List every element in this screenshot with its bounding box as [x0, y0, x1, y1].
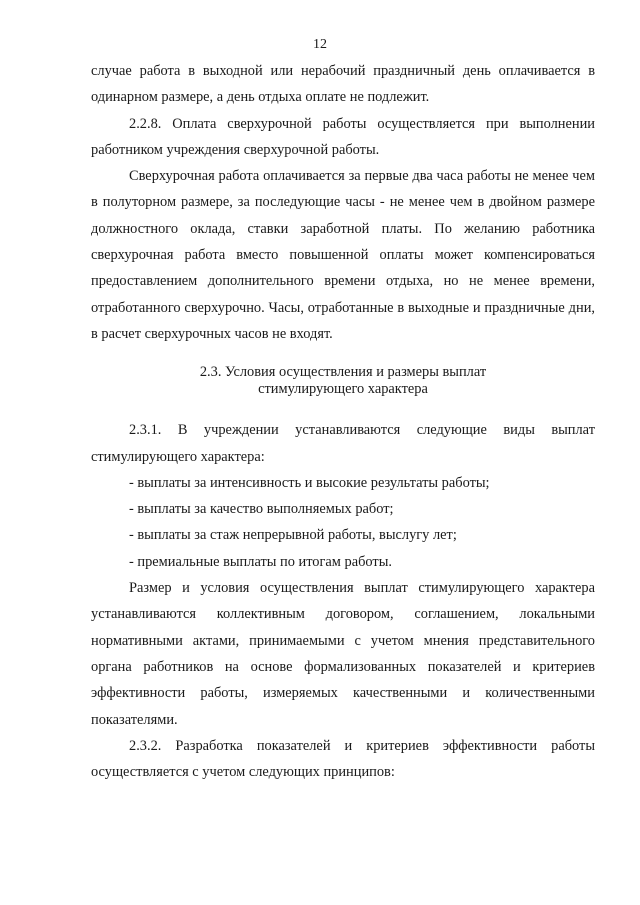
paragraph-continuation: случае работа в выходной или нерабочий праздничный день оплачивается в одинарном размере, а день отдыха оплате не подлежит.	[91, 63, 595, 106]
list-item: - выплаты за стаж непрерывной работы, выслугу лет;	[129, 527, 457, 544]
spacer	[91, 347, 595, 364]
list-item: - премиальные выплаты по итогам работы.	[129, 553, 392, 570]
list-item: - выплаты за качество выполняемых работ;	[129, 501, 394, 518]
page-number: 12	[313, 37, 327, 52]
list-item: - выплаты за интенсивность и высокие результаты работы;	[129, 474, 490, 491]
document-body	[91, 58, 595, 785]
paragraph-2-2-8: 2.2.8. Оплата сверхурочной работы осуществляется при выполнении работником учреждения сверхурочной работы.	[91, 115, 595, 158]
paragraph-overtime: Сверхурочная работа оплачивается за первые два часа работы не менее чем в полуторном размере, за последующие часы - не менее чем в двойном размере должностного оклада, ставки заработной платы. По желанию работника сверхурочная работа вместо повышенной оплаты может компенсироваться предоставлением дополнительного времени отдыха, но не менее времени, отработанного сверхурочно. Часы, отработанные в выходные и праздничные дни, в расчет сверхурочных часов не входят.	[91, 168, 595, 342]
spacer	[91, 398, 595, 417]
section-heading-line-2: стимулирующего характера	[258, 381, 428, 398]
paragraph-size-conditions: Размер и условия осуществления выплат стимулирующего характера устанавливаются коллективным договором, соглашением, локальными нормативными актами, принимаемыми с учетом мнения представительного органа работников на основе формализованных показателей и критериев эффективности работы, измеряемых качественными и количественными показателями.	[91, 580, 595, 728]
paragraph-2-3-2: 2.3.2. Разработка показателей и критериев эффективности работы осуществляется с учетом следующих принципов:	[91, 737, 595, 781]
paragraph-2-3-1: 2.3.1. В учреждении устанавливаются следующие виды выплат стимулирующего характера:	[91, 422, 595, 465]
section-heading-line-1: 2.3. Условия осуществления и размеры выплат	[199, 364, 487, 381]
